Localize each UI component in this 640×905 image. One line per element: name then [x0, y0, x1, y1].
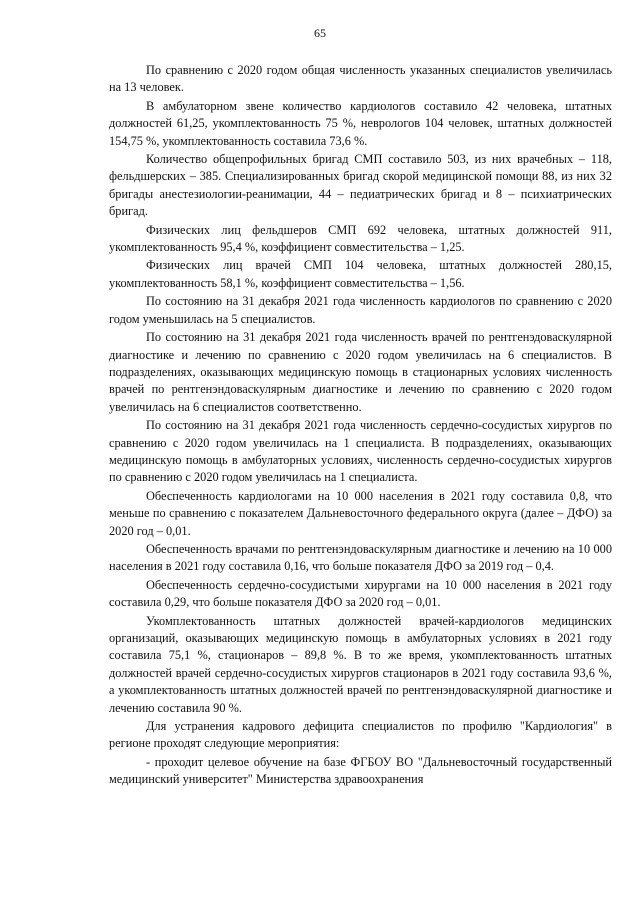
paragraph: Обеспеченность сердечно-сосудистыми хирургами на 10 000 населения в 2021 году составила 0,29, что больше показателя ДФО за 2020 год – 0,01. [109, 577, 612, 610]
paragraph: По состоянию на 31 декабря 2021 года численность врачей по рентгенэдоваскулярной диагностике и лечению по сравнению с 2020 годом увеличилась на 6 специалистов. В подразделениях, оказывающих медицинскую помощь в стационарных условиях численность врачей по рентгенэндоваскулярным диагностике и лечению по сравнению с 2020 годом увеличилась на 6 специалистов соответственно. [109, 330, 612, 414]
paragraph: По сравнению с 2020 годом общая численность указанных специалистов увеличилась на 13 человек. [109, 63, 612, 95]
page-number: 65 [314, 26, 326, 40]
paragraph: Физических лиц врачей СМП 104 человека, штатных должностей 280,15, укомплектованность 58,1 %, коэффициент совместительства – 1,56. [109, 258, 612, 290]
paragraph: Обеспеченность врачами по рентгенэндоваскулярным диагностике и лечению на 10 000 населения в 2021 году составила 0,16, что больше показателя ДФО за 2019 год – 0,4. [109, 541, 612, 574]
paragraph: - проходит целевое обучение на базе ФГБОУ ВО "Дальневосточный государственный медицинский университет" Министерства здравоохранения [109, 754, 612, 787]
paragraph: В амбулаторном звене количество кардиологов составило 42 человека, штатных должностей 61,25, укомплектованность 75 %, неврологов 104 человек, штатных должностей 154,75 %, укомплектованность составила 73,6 %. [109, 98, 612, 148]
paragraph: По состоянию на 31 декабря 2021 года численность кардиологов по сравнению с 2020 годом уменьшилась на 5 специалистов. [109, 294, 612, 326]
paragraph: Укомплектованность штатных должностей врачей-кардиологов медицинских организаций, оказывающих медицинскую помощь в амбулаторных условиях в 2021 году составила 75,1 %, стационаров – 89,8 %. В то же время, укомплектованность штатных должностей врачей сердечно-сосудистых хирургов стационаров в 2021 году составила 93,6 %, а укомплектованность штатных должностей врачей по рентгенэндоваскулярной диагностике и лечению составила 90 %. [109, 613, 612, 715]
paragraph: По состоянию на 31 декабря 2021 года численность сердечно-сосудистых хирургов по сравнению с 2020 годом увеличилась на 1 специалиста. В подразделениях, оказывающих медицинскую помощь в амбулаторных условиях, численность сердечно-сосудистых хирургов по сравнению с 2020 годом увеличилась на 1 специалиста. [109, 418, 612, 485]
paragraph: Физических лиц фельдшеров СМП 692 человека, штатных должностей 911, укомплектованность 95,4 %, коэффициент совместительства – 1,25. [109, 222, 612, 255]
document-body [109, 62, 612, 790]
paragraph: Обеспеченность кардиологами на 10 000 населения в 2021 году составила 0,8, что меньше по сравнению с показателем Дальневосточного федерального округа (далее – ДФО) за 2020 год – 0,01. [109, 488, 612, 538]
paragraph: Количество общепрофильных бригад СМП составило 503, из них врачебных – 118, фельдшерских – 385. Специализированных бригад скорой медицинской помощи 88, из них 32 бригады анестезиологии-реанимации, 44 – педиатрических бригад и 8 – психиатрических бригад. [109, 152, 612, 219]
paragraph: Для устранения кадрового дефицита специалистов по профилю "Кардиология" в регионе проходят следующие мероприятия: [109, 719, 612, 751]
